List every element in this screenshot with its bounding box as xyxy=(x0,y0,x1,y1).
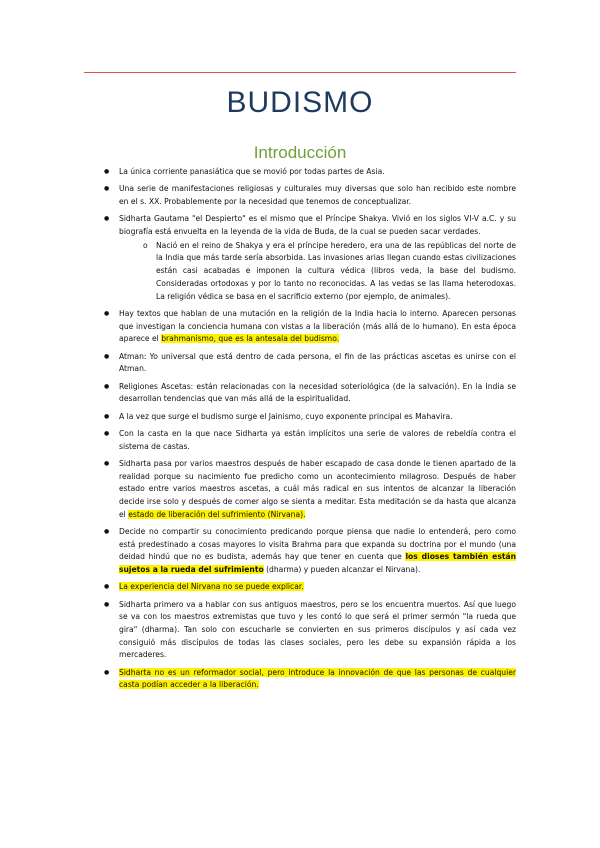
item-text: Sidharta Gautama "el Despierto" es el mismo que el Príncipe Shakya. Vivió en los siglos VI-V a.C. y su biografía está envuelta en la leyenda de la vida de Buda, de la cual se pueden sacar verdades. xyxy=(119,214,516,236)
item-text: A la vez que surge el budismo surge el Jainismo, cuyo exponente principal es Mahavira. xyxy=(119,411,453,421)
list-item xyxy=(102,166,516,179)
sub-list xyxy=(119,240,516,304)
item-text: Atman: Yo universal que está dentro de cada persona, el fin de las prácticas ascetas es unirse con el Atman. xyxy=(119,351,516,374)
highlighted-text: Sidharta no es un reformador social, pero introduce la innovación de que las personas de cualquier casta podían acceder a la liberación. xyxy=(119,667,516,690)
list-item xyxy=(102,411,516,424)
highlighted-text: estado de liberación del sufrimiento (Nirvana). xyxy=(128,509,306,519)
sub-list-item xyxy=(119,240,516,304)
highlighted-text: brahmanismo, que es la antesala del budismo. xyxy=(161,334,340,344)
item-text: La única corriente panasiática que se movió por todas partes de Asia. xyxy=(119,167,385,176)
highlighted-text: los dioses también están sujetos a la rueda del sufrimiento xyxy=(119,552,516,575)
list-item xyxy=(102,213,516,303)
document-body xyxy=(102,166,516,697)
page-title: BUDISMO xyxy=(226,86,374,119)
item-text: Con la casta en la que nace Sidharta ya están implícitos una serie de valores de rebeldía contra el sistema de castas. xyxy=(119,428,516,451)
list-item xyxy=(102,581,516,594)
list-item xyxy=(102,458,516,522)
item-text: Una serie de manifestaciones religiosas y culturales muy diversas que solo han recibido este nombre en el s. XX. Probablemente por la necesidad que tenemos de conceptualizar. xyxy=(119,184,516,206)
item-text: Sidharta pasa por varios maestros después de haber escapado de casa donde le tienen apartado de la realidad porque su nacimiento fue predicho como un acontecimiento milagroso. Después de haber estado entre varios maestros ascetas, a cuál más radical en sus intentos de alcanzar la liberación decide irse solo y después de comer algo se sienta a meditar. Esta meditación se da hasta que alcanza el xyxy=(119,458,516,519)
list-item xyxy=(102,526,516,577)
highlighted-text: La experiencia del Nirvana no se puede explicar. xyxy=(119,582,304,592)
item-text: Religiones Ascetas: están relacionadas con la necesidad soteriológica (de la salvación). En la India se desarrollan tendencias que van más allá de la espiritualidad. xyxy=(119,381,516,404)
list-item xyxy=(102,428,516,453)
header-rule xyxy=(84,72,516,73)
list-item xyxy=(102,351,516,376)
item-text: Hay textos que hablan de una mutación en la religión de la India hacia lo interno. Aparecen personas que investigan la conciencia humana con vistas a la liberación (más allá de lo humano). En esta época aparece el xyxy=(119,308,516,344)
list-item xyxy=(102,381,516,406)
list-item xyxy=(102,183,516,208)
item-text: Nació en el reino de Shakya y era el príncipe heredero, era una de las repúblicas del norte de la India que más tarde sería absorbida. Las invasiones arias llegan cuando estas civilizaciones están casi acabadas e imponen la cultura védica (libros veda, la base del budismo. Consideradas ortodoxas y por lo tanto no reconocidas. A las vedas se las llama heterodoxas. La religión védica se basa en el sacrificio externo (por ejemplo, de animales). xyxy=(156,240,516,301)
list-item xyxy=(102,667,516,692)
item-text: (dharma) y pueden alcanzar el Nirvana). xyxy=(263,565,421,575)
item-text: Sidharta primero va a hablar con sus antiguos maestros, pero se los encuentra muertos. Así que luego se va con los maestros extremistas que tuvo y les contó lo que será el primer sermón "la rueda que gira" (dharma). Tan solo con escucharle se convierten en sus primeros discípulos y así cada vez consiguió más discípulos de todas las clases sociales, pero les debe su expansión rápida a los mercaderes. xyxy=(119,599,516,660)
bullet-list xyxy=(102,166,516,692)
item-text: Decide no compartir su conocimiento predicando porque piensa que nadie lo entenderá, pero como está predestinado a cosas mayores lo visita Brahma para que expanda su doctrina por el mundo (una deidad hindú que no es budista, además hay que tener en cuenta que xyxy=(119,526,516,562)
list-item xyxy=(102,308,516,346)
section-heading: Introducción xyxy=(253,143,347,162)
list-item xyxy=(102,599,516,663)
